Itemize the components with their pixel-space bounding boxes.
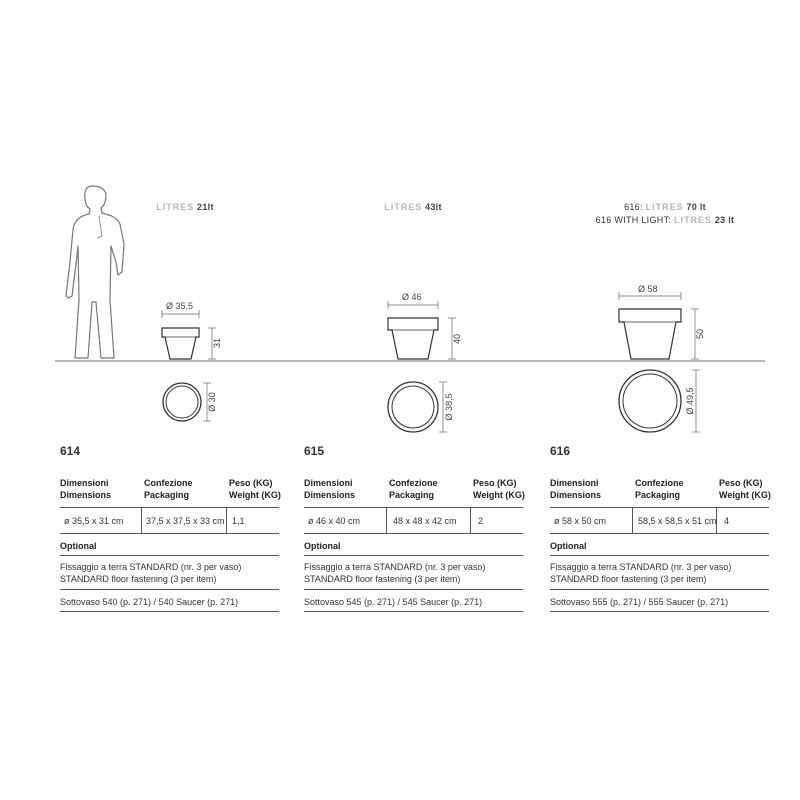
- divider: [304, 555, 523, 556]
- litres-key: LITRES: [384, 202, 423, 212]
- divider: [226, 507, 227, 533]
- litres-prefix: 616:: [624, 202, 643, 212]
- dim-614-height: 31: [212, 337, 222, 349]
- litres-key: LITRES: [645, 202, 684, 212]
- divider: [60, 555, 279, 556]
- pot-614-top-view: [163, 383, 211, 421]
- floor-fastening-it: Fissaggio a terra STANDARD (nr. 3 per vaso): [60, 562, 242, 572]
- value-packaging: 37,5 x 37,5 x 33 cm: [146, 516, 225, 526]
- litres-value: 21lt: [197, 202, 214, 212]
- model-number: 616: [550, 444, 571, 458]
- divider: [632, 507, 633, 533]
- pot-614-profile: [162, 310, 216, 359]
- saucer-info: Sottovaso 545 (p. 271) / 545 Saucer (p. 271): [304, 597, 483, 607]
- dim-616-base: Ø 49,5: [685, 387, 695, 415]
- value-dimensions: ø 35,5 x 31 cm: [64, 516, 124, 526]
- litres-value-light: 23 lt: [714, 215, 735, 225]
- header-dimensions: Dimensioni Dimensions: [550, 478, 602, 500]
- dim-615-top: Ø 46: [402, 292, 422, 302]
- dim-615-base: Ø 38,5: [444, 393, 454, 421]
- divider: [60, 611, 279, 612]
- pot-615-profile: [388, 301, 456, 359]
- floor-fastening-it: Fissaggio a terra STANDARD (nr. 3 per vaso): [550, 562, 732, 572]
- divider: [304, 507, 523, 508]
- litres-key: LITRES: [156, 202, 195, 212]
- pot-616-profile: [619, 292, 699, 359]
- divider: [550, 555, 769, 556]
- value-packaging: 58,5 x 58,5 x 51 cm: [638, 516, 717, 526]
- dim-616-height: 50: [695, 328, 705, 340]
- header-packaging: Confezione Packaging: [144, 478, 193, 500]
- human-figure: [66, 186, 124, 358]
- header-packaging: Confezione Packaging: [635, 478, 684, 500]
- value-packaging: 48 x 48 x 42 cm: [393, 516, 457, 526]
- value-dimensions: ø 46 x 40 cm: [308, 516, 361, 526]
- saucer-info: Sottovaso 555 (p. 271) / 555 Saucer (p. 271): [550, 597, 729, 607]
- divider: [550, 507, 769, 508]
- model-number: 614: [60, 444, 81, 458]
- floor-fastening-it: Fissaggio a terra STANDARD (nr. 3 per vaso): [304, 562, 486, 572]
- header-weight: Peso (KG) Weight (KG): [473, 478, 525, 500]
- divider: [141, 507, 142, 533]
- header-weight: Peso (KG) Weight (KG): [719, 478, 771, 500]
- value-weight: 2: [478, 516, 484, 526]
- divider: [60, 589, 279, 590]
- header-weight: Peso (KG) Weight (KG): [229, 478, 281, 500]
- litres-value: 43lt: [425, 202, 442, 212]
- pot-615-top-view: [388, 382, 447, 432]
- dim-615-height: 40: [452, 333, 462, 345]
- value-weight: 1,1: [232, 516, 245, 526]
- litres-value: 70 lt: [686, 202, 706, 212]
- divider: [60, 533, 279, 534]
- dim-616-top: Ø 58: [638, 284, 658, 294]
- divider: [304, 611, 523, 612]
- divider: [550, 533, 769, 534]
- divider: [304, 589, 523, 590]
- divider: [304, 533, 523, 534]
- saucer-info: Sottovaso 540 (p. 271) / 540 Saucer (p. 271): [60, 597, 239, 607]
- value-dimensions: ø 58 x 50 cm: [554, 516, 607, 526]
- floor-fastening-en: STANDARD floor fastening (3 per item): [60, 574, 217, 584]
- optional-heading: Optional: [550, 541, 587, 551]
- optional-heading: Optional: [304, 541, 341, 551]
- optional-heading: Optional: [60, 541, 97, 551]
- divider: [550, 589, 769, 590]
- litres-prefix-light: 616 WITH LIGHT:: [595, 215, 672, 225]
- divider: [716, 507, 717, 533]
- floor-fastening-en: STANDARD floor fastening (3 per item): [304, 574, 461, 584]
- divider: [386, 507, 387, 533]
- floor-fastening-en: STANDARD floor fastening (3 per item): [550, 574, 707, 584]
- litres-key-light: LITRES: [673, 215, 712, 225]
- divider: [60, 507, 279, 508]
- header-packaging: Confezione Packaging: [389, 478, 438, 500]
- dim-614-top: Ø 35,5: [166, 301, 194, 311]
- dim-614-base: Ø 30: [207, 392, 217, 412]
- model-number: 615: [304, 444, 325, 458]
- divider: [550, 611, 769, 612]
- header-dimensions: Dimensioni Dimensions: [60, 478, 112, 500]
- header-dimensions: Dimensioni Dimensions: [304, 478, 356, 500]
- value-weight: 4: [724, 516, 730, 526]
- divider: [470, 507, 471, 533]
